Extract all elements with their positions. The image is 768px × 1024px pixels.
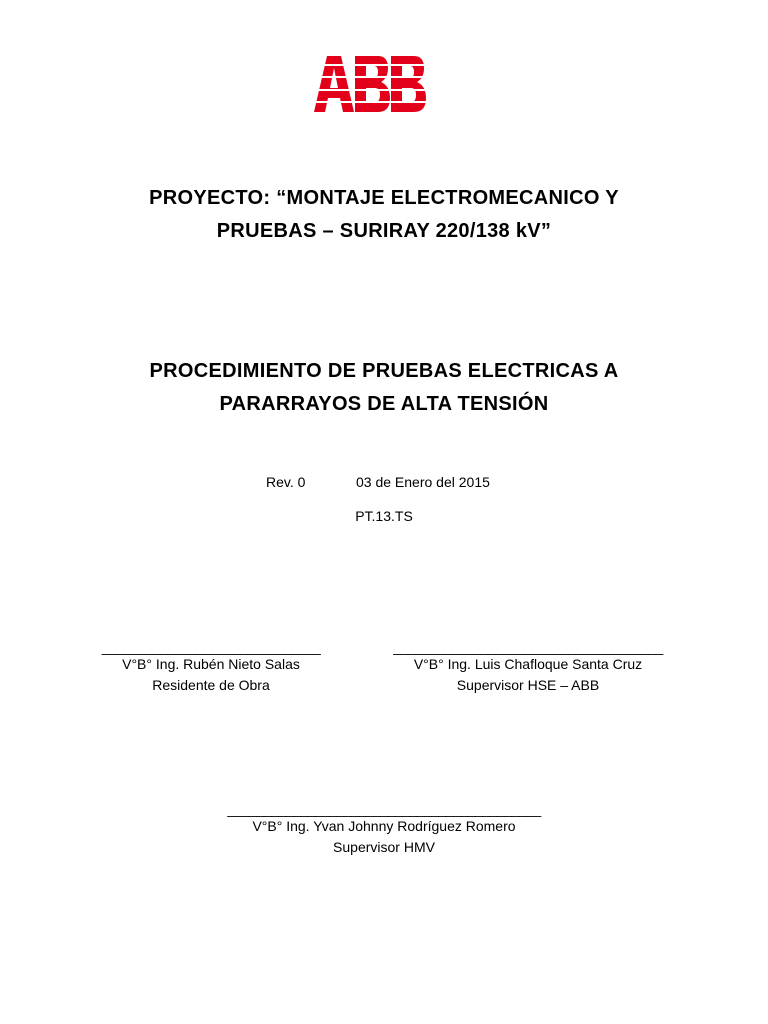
procedure-title-line-2: PARARRAYOS DE ALTA TENSIÓN [219,393,549,415]
signature-block-right [390,640,666,696]
procedure-title [60,355,708,421]
signer-name: V°B° Ing. Rubén Nieto Salas [122,656,300,672]
procedure-title-line-1: PROCEDIMIENTO DE PRUEBAS ELECTRICAS A [149,360,619,382]
signer-role: Residente de Obra [152,677,270,693]
revision-date: 03 de Enero del 2015 [356,474,490,490]
abb-logo [312,54,428,114]
signer-role: Supervisor HSE – ABB [456,677,600,693]
project-title-line-2: PRUEBAS – SURIRAY 220/138 kV” [216,220,552,242]
signature-line: ___________________________________________ [227,801,541,817]
signature-block-left [100,640,322,696]
signer-name: V°B° Ing. Luis Chafloque Santa Cruz [413,656,643,672]
signer-role: Supervisor HMV [333,839,435,855]
revision-label: Rev. 0 [266,474,306,490]
document-code: PT.13.TS [355,508,413,524]
signature-line: _____________________________________ [393,639,663,655]
signature-block-bottom [224,802,544,858]
project-title [60,182,708,248]
signer-name: V°B° Ing. Yvan Johnny Rodríguez Romero [252,818,516,834]
revision-line [0,474,768,494]
signature-line: ______________________________ [101,639,321,655]
abb-logo-graphic [312,54,428,114]
project-title-line-1: PROYECTO: “MONTAJE ELECTROMECANICO Y [149,187,619,209]
